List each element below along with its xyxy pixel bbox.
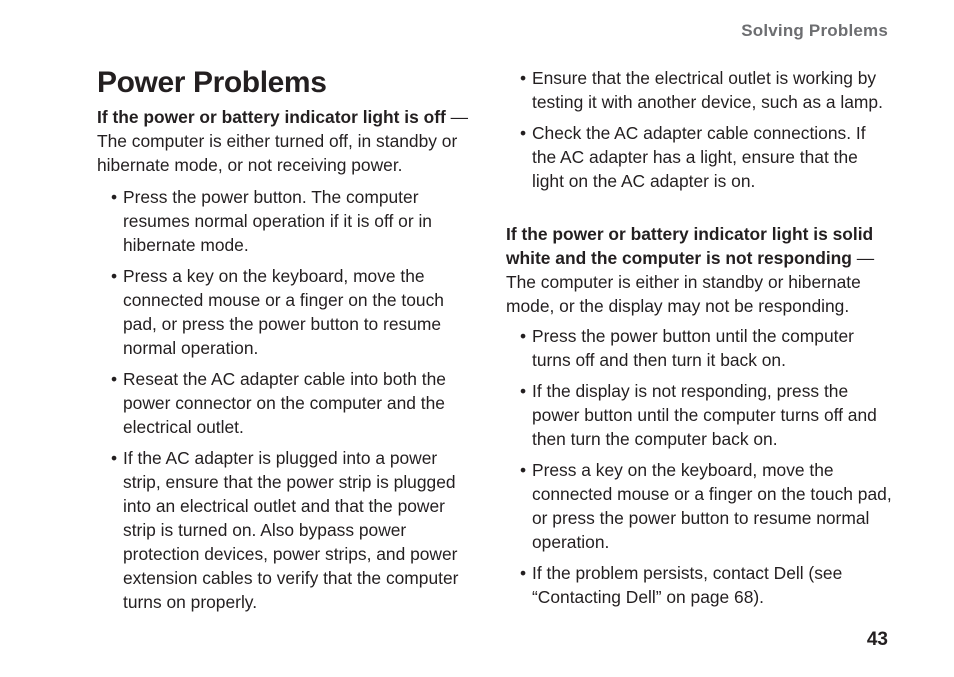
list-item [97, 367, 479, 439]
list-item-text: If the problem persists, contact Dell (see “Contacting Dell” on page 68). [532, 563, 843, 607]
solid-white-description: The computer is either in standby or hibernate mode, or the display may not be responding. [506, 272, 861, 316]
list-item [97, 264, 479, 360]
solid-white-lead [506, 222, 892, 318]
em-dash: — [445, 107, 469, 127]
list-item [506, 379, 892, 451]
solid-white-heading: If the power or battery indicator light is solid white and the computer is not responding [506, 224, 874, 268]
solid-white-intro [506, 222, 892, 318]
bullet-glyph: • [520, 563, 527, 583]
bullet-glyph: • [520, 68, 527, 88]
list-item [506, 561, 892, 609]
solid-white-bullet-list [506, 317, 892, 609]
power-off-description: The computer is either turned off, in standby or hibernate mode, or not receiving power. [97, 131, 458, 175]
bullet-glyph: • [520, 381, 527, 401]
list-item-text: If the display is not responding, press the power button until the computer turns off and then turn the computer back on. [532, 381, 877, 449]
list-item [506, 66, 892, 114]
bullet-glyph: • [111, 266, 118, 286]
page-title: Power Problems [97, 66, 327, 99]
running-head: Solving Problems [741, 21, 888, 40]
power-off-bullet-list [97, 178, 479, 614]
list-item-text: Ensure that the electrical outlet is working by testing it with another device, such as a lamp. [532, 68, 883, 112]
em-dash: — [851, 248, 875, 268]
list-item-text: If the AC adapter is plugged into a power strip, ensure that the power strip is plugged into an electrical outlet and that the power strip is turned on. Also bypass power protection devices, power strips, and power extension cables to verify that the computer turns on properly. [123, 448, 459, 612]
bullet-glyph: • [111, 448, 118, 468]
list-item-text: Press a key on the keyboard, move the connected mouse or a finger on the touch pad, or press the power button to resume normal operation. [532, 460, 892, 552]
list-item-text: Press a key on the keyboard, move the connected mouse or a finger on the touch pad, or press the power button to resume normal operation. [123, 266, 444, 358]
list-item-text: Reseat the AC adapter cable into both the power connector on the computer and the electrical outlet. [123, 369, 446, 437]
list-item [506, 458, 892, 554]
bullet-glyph: • [520, 123, 527, 143]
page-number: 43 [866, 629, 888, 650]
bullet-glyph: • [111, 187, 118, 207]
list-item [506, 121, 892, 193]
list-item [97, 446, 479, 614]
power-off-lead [97, 105, 479, 177]
bullet-glyph: • [520, 326, 527, 346]
list-item [506, 324, 892, 372]
bullet-glyph: • [111, 369, 118, 389]
bullet-glyph: • [520, 460, 527, 480]
list-item-text: Press the power button. The computer resumes normal operation if it is off or in hibernate mode. [123, 187, 432, 255]
list-item-text: Check the AC adapter cable connections. If the AC adapter has a light, ensure that the light on the AC adapter is on. [532, 123, 866, 191]
power-off-bullet-list-continued [506, 59, 892, 193]
power-off-intro [97, 105, 479, 177]
power-off-heading: If the power or battery indicator light is off [97, 107, 446, 127]
list-item-text: Press the power button until the computer turns off and then turn it back on. [532, 326, 854, 370]
list-item [97, 185, 479, 257]
